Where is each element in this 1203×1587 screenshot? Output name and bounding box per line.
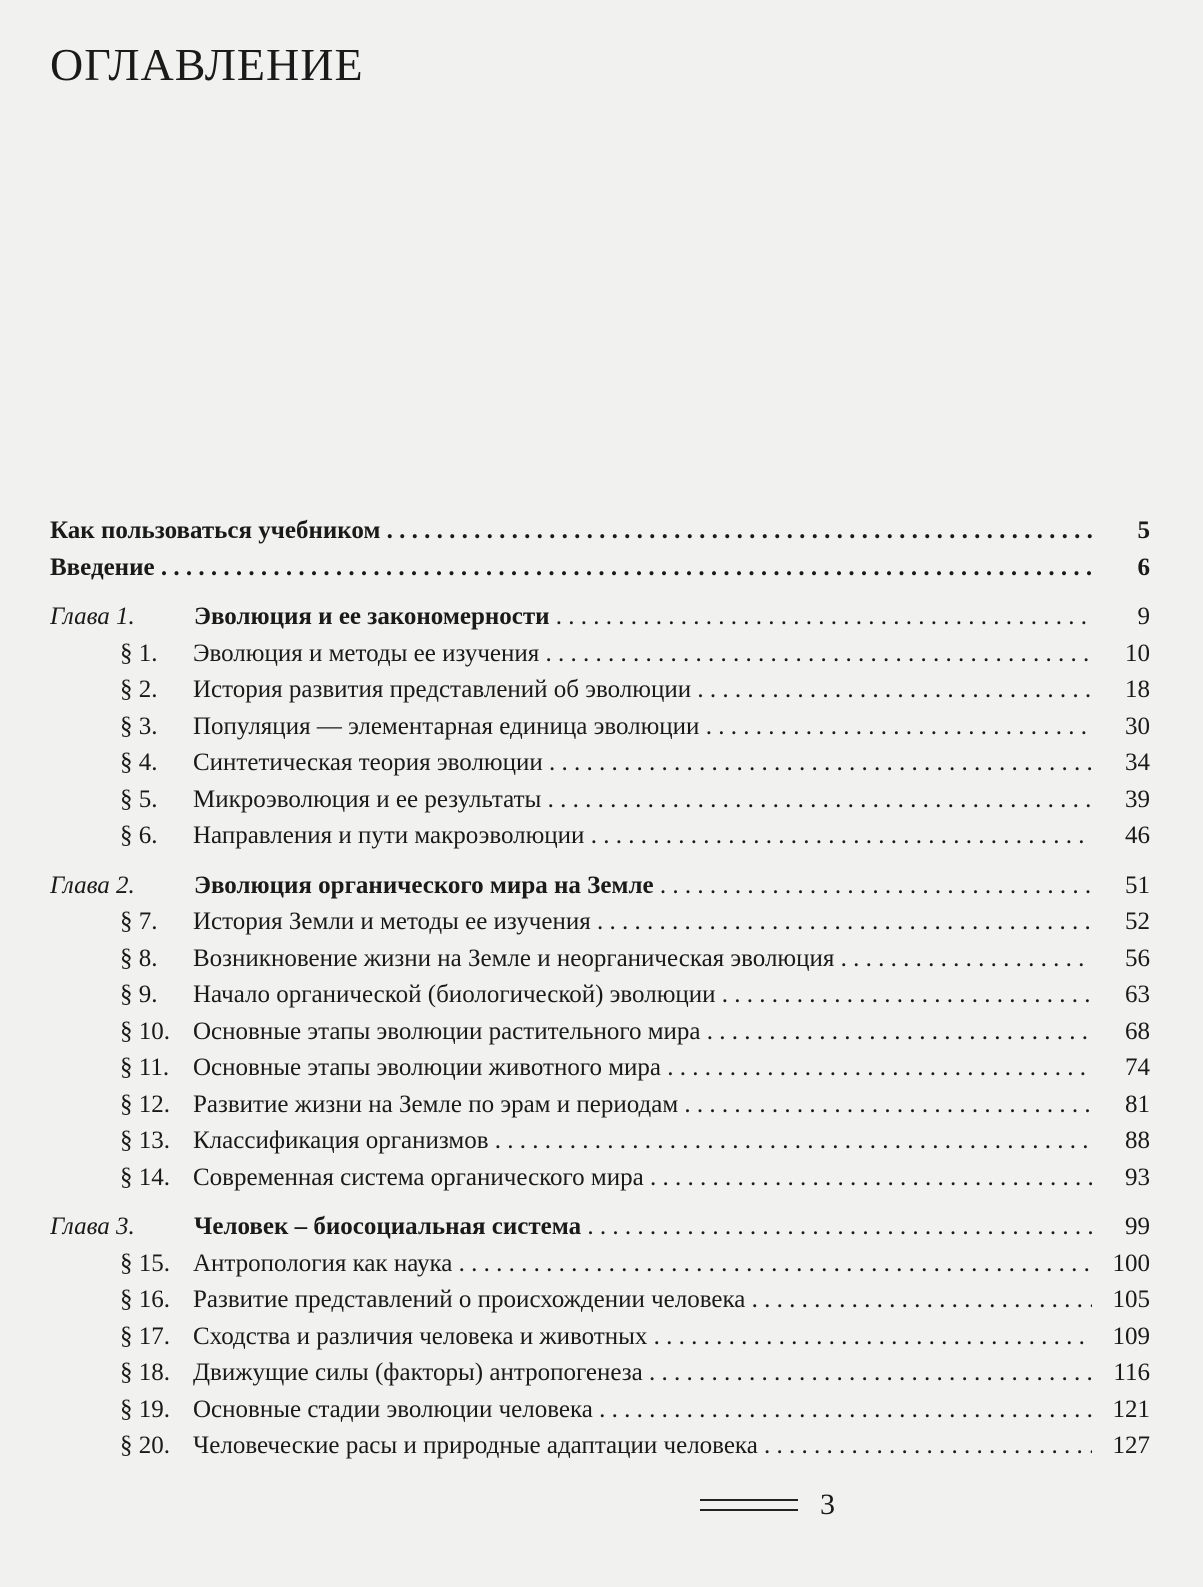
section-number: § 12. bbox=[120, 1090, 170, 1118]
section-number: § 14. bbox=[120, 1163, 170, 1191]
section-page: 63 bbox=[1125, 981, 1150, 1008]
section-title: История Земли и методы ее изучения bbox=[193, 908, 591, 935]
toc-section[interactable] bbox=[50, 818, 1150, 855]
chapter-page: 99 bbox=[1125, 1213, 1150, 1240]
entry-page: 5 bbox=[1137, 517, 1150, 544]
toc-section[interactable] bbox=[50, 1014, 1150, 1051]
section-page: 127 bbox=[1112, 1432, 1150, 1459]
section-page: 100 bbox=[1112, 1249, 1150, 1277]
section-page: 30 bbox=[1125, 712, 1150, 740]
section-number: § 10. bbox=[120, 1017, 170, 1045]
section-title: Основные этапы эволюции животного мира bbox=[193, 1054, 662, 1081]
entry-label: Введение . . . bbox=[50, 550, 1092, 587]
toc-section[interactable] bbox=[50, 1319, 1150, 1356]
toc-section[interactable] bbox=[50, 636, 1150, 673]
section-number: § 8. bbox=[120, 944, 158, 972]
section-title: История развития представлений об эволюции bbox=[193, 676, 692, 703]
section-page: 46 bbox=[1125, 822, 1150, 849]
toc-section[interactable] bbox=[50, 1392, 1150, 1429]
section-number: § 17. bbox=[120, 1322, 170, 1350]
chapter-title: Эволюция и ее закономерности bbox=[194, 603, 550, 630]
toc-section[interactable] bbox=[50, 672, 1150, 709]
section-number: § 20. bbox=[120, 1432, 170, 1459]
chapter-title: Человек – биосоциальная система bbox=[194, 1213, 582, 1240]
section-page: 109 bbox=[1112, 1322, 1150, 1350]
section-title: Начало органической (биологической) эволюции bbox=[193, 981, 716, 1008]
section-number: § 16. bbox=[120, 1286, 170, 1313]
toc-section[interactable] bbox=[50, 709, 1150, 746]
section-title: Основные стадии эволюции человека bbox=[193, 1395, 593, 1423]
table-of-contents bbox=[50, 513, 1150, 1465]
toc-section[interactable] bbox=[50, 1050, 1150, 1087]
section-number: § 11. bbox=[120, 1054, 170, 1081]
section-number: § 15. bbox=[120, 1249, 170, 1277]
section-number: § 18. bbox=[120, 1359, 170, 1386]
section-page: 74 bbox=[1125, 1054, 1150, 1081]
section-number: § 9. bbox=[120, 981, 158, 1008]
page-title: ОГЛАВЛЕНИЕ bbox=[50, 39, 364, 90]
section-page: 52 bbox=[1125, 908, 1150, 935]
entry-label: Как пользоваться учебником . . . bbox=[50, 513, 1092, 550]
section-number: § 2. bbox=[120, 676, 158, 703]
toc-section[interactable] bbox=[50, 745, 1150, 782]
section-page: 56 bbox=[1125, 944, 1150, 972]
toc-entry-how-to-use[interactable] bbox=[50, 513, 1150, 550]
chapter-number: Глава 3. bbox=[50, 1213, 135, 1240]
toc-entry-introduction[interactable] bbox=[50, 550, 1150, 587]
toc-section[interactable] bbox=[50, 782, 1150, 819]
section-number: § 3. bbox=[120, 712, 158, 740]
toc-section[interactable] bbox=[50, 1355, 1150, 1392]
section-number: § 13. bbox=[120, 1127, 170, 1154]
section-number: § 19. bbox=[120, 1395, 170, 1423]
page-number: 3 bbox=[820, 1488, 835, 1521]
section-title: Синтетическая теория эволюции bbox=[193, 749, 543, 776]
toc-chapter-1[interactable] bbox=[50, 599, 1150, 636]
section-page: 93 bbox=[1125, 1163, 1150, 1191]
toc-section[interactable] bbox=[50, 904, 1150, 941]
toc-section[interactable] bbox=[50, 1087, 1150, 1124]
section-title: Популяция — элементарная единица эволюции bbox=[193, 712, 700, 740]
footer-rule bbox=[700, 1499, 798, 1511]
section-number: § 4. bbox=[120, 749, 158, 776]
section-page: 116 bbox=[1113, 1359, 1150, 1386]
toc-section[interactable] bbox=[50, 1246, 1150, 1283]
page-footer bbox=[700, 1488, 835, 1522]
section-title: Направления и пути макроэволюции bbox=[193, 822, 585, 849]
entry-page: 6 bbox=[1137, 553, 1150, 581]
toc-section[interactable] bbox=[50, 941, 1150, 978]
section-title: Возникновение жизни на Земле и неорганическая эволюция bbox=[193, 944, 835, 972]
section-title: Сходства и различия человека и животных bbox=[193, 1322, 648, 1350]
section-number: § 5. bbox=[120, 785, 158, 813]
section-title: Основные этапы эволюции растительного мира bbox=[193, 1017, 701, 1045]
chapter-number: Глава 1. bbox=[50, 603, 135, 630]
toc-section[interactable] bbox=[50, 1282, 1150, 1319]
section-title: Эволюция и методы ее изучения bbox=[193, 639, 540, 667]
section-page: 39 bbox=[1125, 785, 1150, 813]
section-page: 34 bbox=[1125, 749, 1150, 776]
chapter-title: Эволюция органического мира на Земле bbox=[194, 871, 654, 899]
section-title: Микроэволюция и ее результаты bbox=[193, 785, 542, 813]
section-page: 88 bbox=[1125, 1127, 1150, 1154]
section-page: 105 bbox=[1112, 1286, 1150, 1313]
section-page: 18 bbox=[1125, 676, 1150, 703]
section-number: § 1. bbox=[120, 639, 158, 667]
section-title: Современная система органического мира bbox=[193, 1163, 644, 1191]
chapter-page: 9 bbox=[1137, 603, 1150, 630]
chapter-number: Глава 2. bbox=[50, 871, 135, 899]
toc-section[interactable] bbox=[50, 1123, 1150, 1160]
section-title: Классификация организмов bbox=[193, 1127, 489, 1154]
section-title: Развитие жизни на Земле по эрам и периодам bbox=[193, 1090, 679, 1118]
chapter-page: 51 bbox=[1125, 871, 1150, 899]
section-number: § 7. bbox=[120, 908, 158, 935]
toc-section[interactable] bbox=[50, 1428, 1150, 1465]
toc-section[interactable] bbox=[50, 977, 1150, 1014]
section-title: Антропология как наука bbox=[193, 1249, 453, 1277]
section-page: 68 bbox=[1125, 1017, 1150, 1045]
toc-chapter-2[interactable] bbox=[50, 868, 1150, 905]
section-title: Движущие силы (факторы) антропогенеза bbox=[193, 1359, 643, 1386]
section-number: § 6. bbox=[120, 822, 158, 849]
section-page: 81 bbox=[1125, 1090, 1150, 1118]
toc-chapter-3[interactable] bbox=[50, 1209, 1150, 1246]
toc-section[interactable] bbox=[50, 1160, 1150, 1197]
section-title: Развитие представлений о происхождении человека bbox=[193, 1286, 746, 1313]
section-title: Человеческие расы и природные адаптации человека bbox=[193, 1432, 758, 1459]
section-page: 121 bbox=[1112, 1395, 1150, 1423]
section-page: 10 bbox=[1125, 639, 1150, 667]
